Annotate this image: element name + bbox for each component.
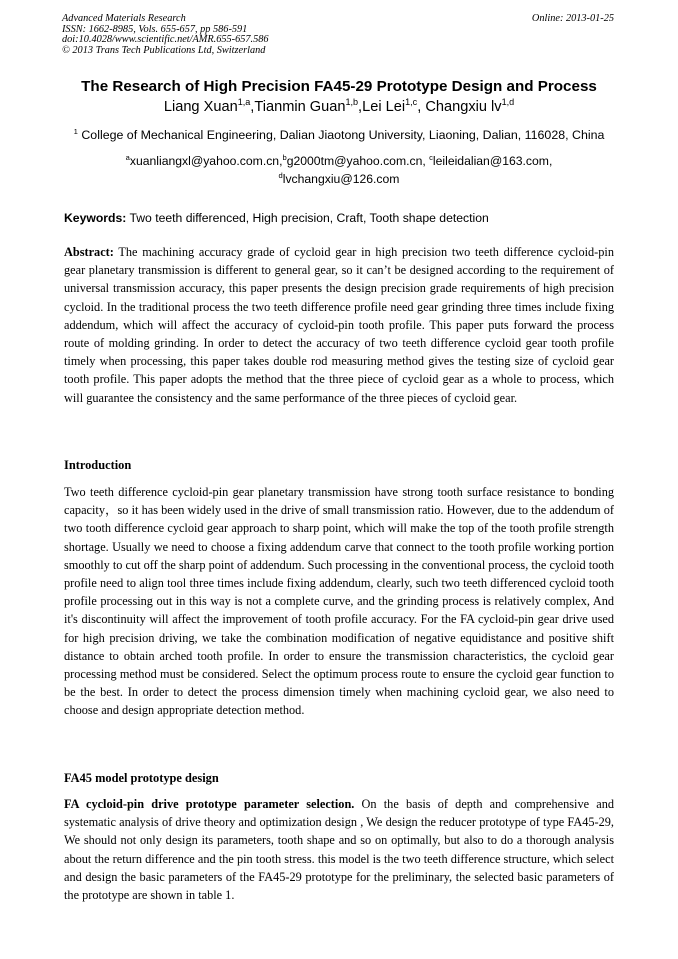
author-superscript: 1,c [405,97,418,108]
journal-name: Advanced Materials Research [62,13,186,24]
affiliation [0,128,678,142]
journal-header [62,14,269,56]
section-heading-introduction: Introduction [64,458,132,472]
doi-line: doi:10.4028/www.scientific.net/AMR.655-657.586 [62,34,269,46]
abstract-label: Abstract: [64,245,114,259]
issn-line: ISSN: 1662-8985, Vols. 655-657, pp 586-591 [62,23,248,35]
author-superscript: 1,d [501,97,515,108]
affiliation-superscript: 1 [73,126,78,136]
keywords-label: Keywords: [64,211,127,225]
keywords [64,211,489,225]
email-line [0,152,678,170]
fa45-text: On the basis of depth and comprehensive and systematic analysis of drive theory and optimization design , We design the reducer prototype of type FA45-29, We should not only design its parameters, tooth shape and so on optimally, but also to do a thorough analysis about the return difference and the pin tooth stress. this model is the two teeth difference structure, which select and design the basic parameters of the FA45-29 prototype for the preliminary, the selected basic parameters of the prototype are shown in table 1. [64,797,614,903]
online-date: Online: 2013-01-25 [531,13,614,24]
email-superscript: a [125,152,130,162]
author-superscript: 1,a [237,97,251,108]
author-name: Lei Lei [362,99,406,115]
paper-title: The Research of High Precision FA45-29 Prototype Design and Process [81,78,597,95]
email-address: lvchangxiu@126.com [282,172,400,186]
author-name: Changxiu lv [425,99,502,115]
fa45-paragraph [64,795,614,904]
email-address: g2000tm@yahoo.com.cn, [286,154,426,168]
abstract-text: The machining accuracy grade of cycloid gear in high precision two teeth difference cycloid-pin gear planetary transmission is different to general gear, so it can’t be designed according to the requirement of universal transmission accuracy, this paper presents the design precision grade requirements of high precision cycloid. In the traditional process the two teeth difference profile need gear grinding three times include fixing addendum, which will affect the accuracy of cycloid-pin tooth profile. This paper puts forward the process route of molding grinding. In order to detect the accuracy of two teeth difference cycloid gear tooth profile timely when processing, this paper takes double rod measuring method gives the testing size of cycloid gear tooth profile. This paper adopts the method that the three piece of cycloid gear as a whole to process, which will guarantee the consistency and the same performance of the three pieces of cycloid gear. [64,245,614,405]
author-superscript: 1,b [345,97,359,108]
email-superscript: c [429,152,433,162]
email-superscript: d [278,170,283,180]
email-line [0,170,678,188]
author-list [0,99,678,115]
author-name: Liang Xuan [163,99,238,115]
author-separator: , [417,99,426,115]
author-separator: , [358,99,363,115]
email-superscript: b [282,152,287,162]
email-address: xuanliangxl@yahoo.com.cn, [129,154,283,168]
copyright-line: © 2013 Trans Tech Publications Ltd, Switzerland [62,44,266,56]
introduction-paragraph: Two teeth difference cycloid-pin gear planetary transmission have strong tooth surface resistance to bonding capacity，so it has been widely used in the drive of small transmission ratio. However, due to the addendum of two tooth difference cycloid gear approach to sharp point, which will make the top of the tooth profile strength shortage. Usually we need to choose a fixing addendum carve that connect to the tooth profile working portion smoothly to cut off the sharp point of addendum. Such processing in the conventional process, the cycloid tooth profile need to align tool three times include fixing addendum, clearly, such two teeth differenced cycloid tooth profile processing out in this way is not a complete curve, and the grinding process is relatively complex, And it's discontinuity will affect the improvement of tooth profile accuracy. For the FA cycloid-pin gear drive used for high precision driving, we take the combination modification of negative equidistance and positive shift distance to obtain arched tooth profile. In order to ensure the transmission characteristics, the cycloid gear processing method must be considered. Select the optimum process route to ensure the cycloid gear function to be the best. In order to detect the process dimension timely when machining cycloid gear, we also need to choose and design appropriate detection method. [64,485,614,718]
section-heading-fa45: FA45 model prototype design [64,771,219,785]
fa45-subheading: FA cycloid-pin drive prototype parameter selection. [64,797,355,811]
abstract-paragraph [64,243,614,407]
author-name: Tianmin Guan [254,99,346,115]
keywords-text: Two teeth differenced, High precision, Craft, Tooth shape detection [126,211,489,225]
author-separator: , [250,99,255,115]
affiliation-text: College of Mechanical Engineering, Dalian Jiaotong University, Liaoning, Dalian, 116028, China [77,128,605,142]
email-address: leileidalian@163.com, [432,154,553,168]
email-list [0,152,678,188]
